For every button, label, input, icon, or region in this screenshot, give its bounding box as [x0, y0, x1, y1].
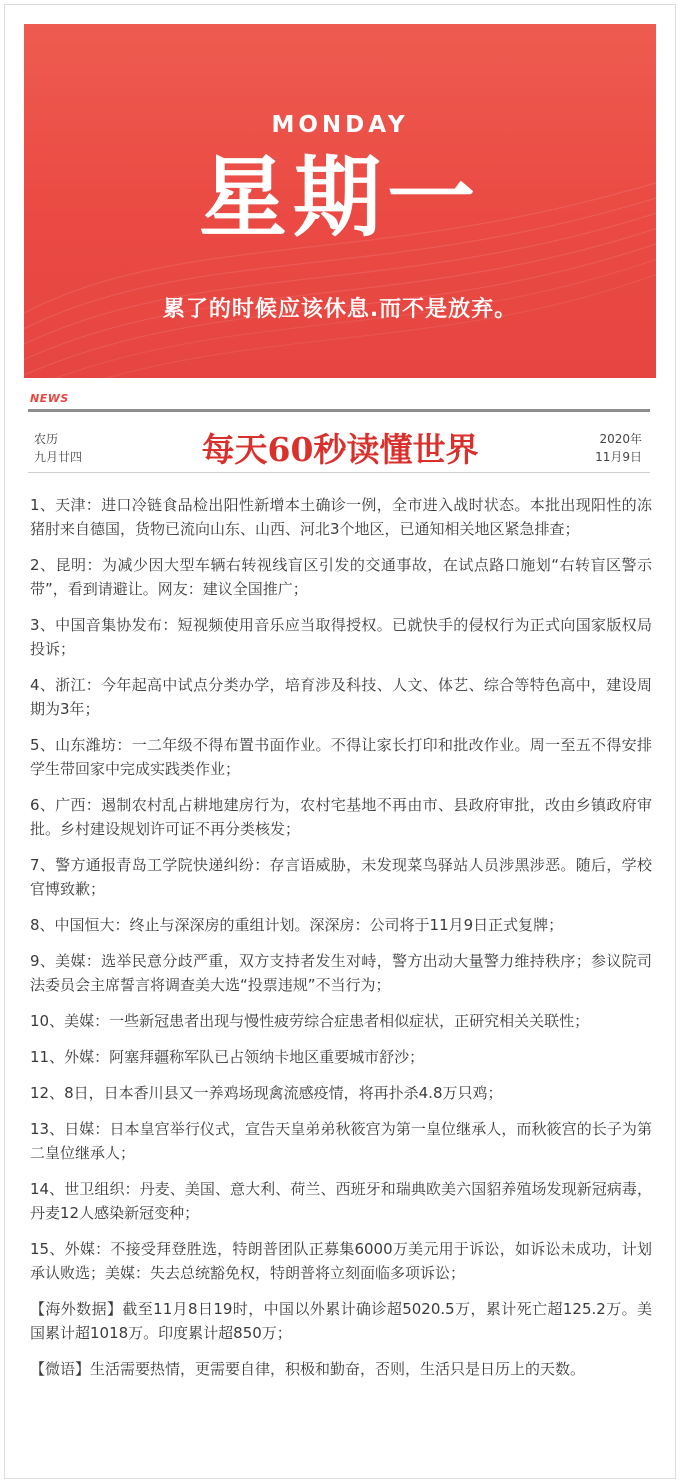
- lunar-day: 九月廿四: [34, 450, 83, 464]
- news-item: 13、日媒：日本皇宫举行仪式，宣告天皇弟弟秋筱宫为第一皇位继承人，而秋筱宫的长子为第二皇位继承人；: [30, 1120, 652, 1162]
- news-item: 12、8日，日本香川县又一养鸡场现禽流感疫情，将再扑杀4.8万只鸡；: [30, 1084, 503, 1102]
- news-tag: NEWS: [30, 392, 69, 405]
- news-item: 10、美媒：一些新冠患者出现与慢性疲劳综合症患者相似症状，正研究相关关联性；: [30, 1012, 590, 1030]
- news-item: 7、警方通报青岛工学院快递纠纷：存言语威胁，未发现菜鸟驿站人员涉黑涉恶。随后，学校官博致歉；: [30, 856, 652, 898]
- solar-date: [595, 430, 642, 466]
- date-month-day: 11月9日: [595, 450, 642, 464]
- page-title: 每天60秒读懂世界: [201, 430, 479, 469]
- news-item: 9、美媒：选举民意分歧严重，双方支持者发生对峙，警方出动大量警力维持秩序；参议院司法委员会主席誓言将调查美大选“投票违规”不当行为；: [30, 952, 652, 994]
- news-item: 3、中国音集协发布：短视频使用音乐应当取得授权。已就快手的侵权行为正式向国家版权局投诉；: [30, 616, 652, 658]
- news-item: 15、外媒：不接受拜登胜选，特朗普团队正募集6000万美元用于诉讼，如诉讼未成功，计划承认败选；美媒：失去总统豁免权，特朗普将立刻面临多项诉讼；: [30, 1240, 652, 1282]
- news-list: [30, 493, 652, 1393]
- banner-chinese-day: 星期一: [198, 145, 481, 249]
- news-item: 1、天津：进口冷链食品检出阳性新增本土确诊一例，全市进入战时状态。本批出现阳性的冻猪肘来自德国，货物已流向山东、山西、河北3个地区，已通知相关地区紧急排查；: [30, 496, 652, 538]
- banner-english-day: MONDAY: [271, 112, 409, 138]
- news-item: 2、昆明：为减少因大型车辆右转视线盲区引发的交通事故，在试点路口施划“右转盲区警示带”，看到请避让。网友：建议全国推广；: [30, 556, 652, 598]
- overseas-data: 【海外数据】截至11月8日19时，中国以外累计确诊超5020.5万，累计死亡超125.2万。美国累计超1018万。印度累计超850万；: [30, 1300, 652, 1342]
- header-divider-thin: [28, 472, 650, 473]
- date-year: 2020年: [599, 432, 642, 446]
- news-item: 5、山东潍坊：一二年级不得布置书面作业。不得让家长打印和批改作业。周一至五不得安排学生带回家中完成实践类作业；: [30, 736, 652, 778]
- news-item: 14、世卫组织：丹麦、美国、意大利、荷兰、西班牙和瑞典欧美六国貂养殖场发现新冠病毒，丹麦12人感染新冠变种；: [30, 1180, 652, 1222]
- header-divider-thick: [28, 409, 650, 412]
- news-item: 8、中国恒大：终止与深深房的重组计划。深深房：公司将于11月9日正式复牌；: [30, 916, 564, 934]
- news-item: 11、外媒：阿塞拜疆称军队已占领纳卡地区重要城市舒沙；: [30, 1048, 425, 1066]
- lunar-label: 农历: [34, 432, 59, 446]
- daily-quote: 【微语】生活需要热情，更需要自律，积极和勤奋，否则，生活只是日历上的天数。: [30, 1360, 586, 1378]
- banner-slogan: 累了的时候应该休息.而不是放弃。: [162, 297, 518, 322]
- banner: [24, 24, 656, 378]
- news-item: 6、广西：遏制农村乱占耕地建房行为，农村宅基地不再由市、县政府审批，改由乡镇政府审批。乡村建设规划许可证不再分类核发；: [30, 796, 652, 838]
- news-item: 4、浙江：今年起高中试点分类办学，培育涉及科技、人文、体艺、综合等特色高中，建设周期为3年；: [30, 676, 652, 718]
